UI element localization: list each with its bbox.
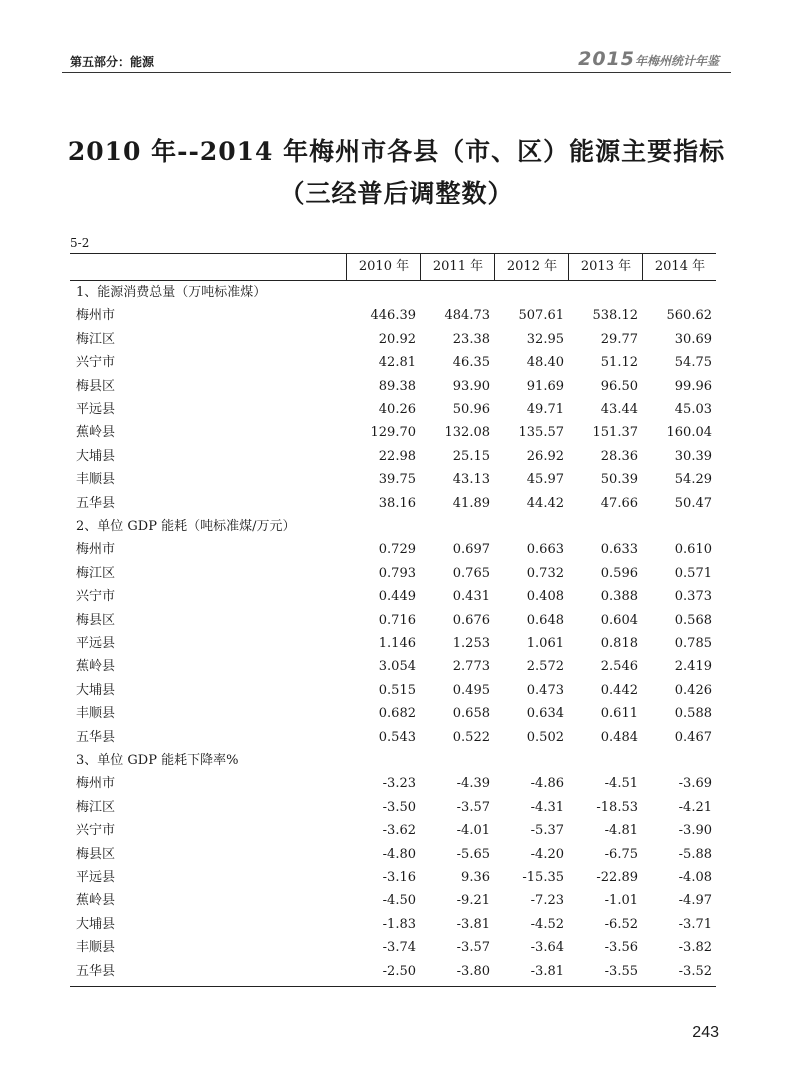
table-cell: 0.495 — [452, 682, 490, 698]
table-cell: 0.388 — [600, 589, 638, 605]
row-label: 平远县 — [76, 870, 116, 885]
table-cell: 26.92 — [526, 448, 564, 464]
table-cell: -4.86 — [530, 776, 564, 792]
table-cell: 0.697 — [452, 542, 490, 558]
table-cell: 0.515 — [378, 682, 416, 698]
table-cell: 484.73 — [444, 308, 490, 324]
row-label: 梅县区 — [76, 612, 116, 628]
table-cell: 1.253 — [452, 636, 490, 651]
column-header-2: 2011 年 — [420, 253, 495, 280]
table-row — [70, 913, 716, 936]
table-cell: 0.663 — [526, 542, 564, 558]
table-cell: 9.36 — [461, 870, 490, 885]
section-title-row — [70, 749, 716, 772]
table-cell: 0.408 — [526, 589, 564, 605]
table-cell: 0.611 — [600, 706, 638, 722]
table-cell: -3.71 — [678, 916, 712, 932]
table-cell: 0.676 — [452, 612, 490, 628]
row-label: 丰顺县 — [76, 940, 116, 956]
table-cell: 91.69 — [526, 378, 564, 394]
table-cell: 0.467 — [674, 729, 712, 745]
table-cell: 50.96 — [452, 402, 490, 417]
table-cell: -3.82 — [678, 940, 712, 956]
table-cell: 0.543 — [378, 729, 416, 745]
table-cell: 538.12 — [592, 308, 638, 324]
table-cell: -4.51 — [604, 776, 638, 792]
table-cell: 160.04 — [666, 425, 712, 441]
table-cell: 0.633 — [600, 542, 638, 558]
table-row — [70, 609, 716, 632]
table-cell: 0.571 — [674, 565, 712, 581]
table-cell: 20.92 — [378, 331, 416, 347]
table-cell: 2.773 — [452, 659, 490, 675]
row-label: 五华县 — [76, 495, 116, 511]
row-label: 梅州市 — [76, 308, 116, 324]
table-cell: 89.38 — [378, 378, 416, 394]
section-title-row — [70, 515, 716, 538]
table-row — [70, 843, 716, 866]
table-cell: -3.57 — [456, 799, 490, 815]
table-number: 5-2 — [70, 236, 90, 250]
table-cell: 507.61 — [518, 308, 564, 324]
row-label: 梅县区 — [76, 846, 116, 862]
table-cell: 47.66 — [600, 495, 638, 511]
row-label: 平远县 — [76, 636, 116, 651]
table-bottom-rule — [70, 986, 716, 987]
table-cell: 0.648 — [526, 612, 564, 628]
table-cell: -4.50 — [382, 893, 416, 909]
table-cell: -4.20 — [530, 846, 564, 862]
row-label: 大埔县 — [76, 916, 116, 932]
table-cell: -5.88 — [678, 846, 712, 862]
table-cell: 132.08 — [444, 425, 490, 441]
table-cell: -3.23 — [382, 776, 416, 792]
table-cell: 0.765 — [452, 565, 490, 581]
table-cell: 0.484 — [600, 729, 638, 745]
table-cell: 28.36 — [600, 448, 638, 464]
table-cell: 0.373 — [674, 589, 712, 605]
table-cell: -3.56 — [604, 940, 638, 956]
table-cell: -4.31 — [530, 799, 564, 815]
table-cell: 41.89 — [452, 495, 490, 511]
section-title-row — [70, 281, 716, 304]
table-cell: -3.55 — [604, 963, 638, 979]
table-cell: -4.08 — [678, 870, 712, 885]
section-title: 3、单位 GDP 能耗下降率% — [76, 753, 239, 768]
row-label: 兴宁市 — [76, 355, 116, 371]
table-cell: 93.90 — [452, 378, 490, 394]
section-header: 第五部分：能源 — [70, 55, 155, 69]
table-cell: 96.50 — [600, 378, 638, 394]
table-cell: 25.15 — [452, 448, 490, 464]
table-cell: -3.62 — [382, 823, 416, 839]
table-cell: 0.716 — [378, 612, 416, 628]
table-cell: 0.431 — [452, 589, 490, 605]
table-cell: 0.449 — [378, 589, 416, 605]
table-cell: -2.50 — [382, 963, 416, 979]
table-cell: 2.419 — [674, 659, 712, 675]
table-cell: -4.97 — [678, 893, 712, 909]
table-cell: 151.37 — [592, 425, 638, 441]
row-label: 梅江区 — [76, 565, 116, 581]
row-label: 五华县 — [76, 729, 116, 745]
table-cell: -3.74 — [382, 940, 416, 956]
table-cell: -22.89 — [596, 870, 638, 885]
table-cell: -3.64 — [530, 940, 564, 956]
table-row — [70, 889, 716, 912]
table-cell: -3.90 — [678, 823, 712, 839]
table-row — [70, 538, 716, 561]
section-title: 2、单位 GDP 能耗（吨标准煤/万元） — [76, 519, 296, 534]
table-row — [70, 655, 716, 678]
table-cell: 0.522 — [452, 729, 490, 745]
column-header-4: 2013 年 — [568, 253, 643, 280]
table-cell: 0.732 — [526, 565, 564, 581]
table-cell: 0.793 — [378, 565, 416, 581]
table-cell: -3.57 — [456, 940, 490, 956]
table-row — [70, 936, 716, 959]
table-cell: -9.21 — [456, 893, 490, 909]
table-cell: 39.75 — [378, 472, 416, 488]
table-cell: 0.588 — [674, 706, 712, 722]
table-cell: -5.37 — [530, 823, 564, 839]
table-row — [70, 772, 716, 795]
table-row — [70, 492, 716, 515]
section-title: 1、能源消费总量（万吨标准煤） — [76, 285, 267, 300]
header-divider — [62, 72, 731, 73]
table-cell: -4.39 — [456, 776, 490, 792]
row-label: 兴宁市 — [76, 823, 116, 839]
table-cell: 30.39 — [674, 448, 712, 464]
table-cell: 0.596 — [600, 565, 638, 581]
row-label: 平远县 — [76, 402, 116, 417]
table-cell: 0.604 — [600, 612, 638, 628]
column-header-row — [0, 253, 793, 280]
column-header-3: 2012 年 — [494, 253, 569, 280]
table-cell: 135.57 — [518, 425, 564, 441]
table-row — [70, 375, 716, 398]
table-cell: 50.47 — [674, 495, 712, 511]
table-row — [70, 468, 716, 491]
table-row — [70, 702, 716, 725]
table-row — [70, 445, 716, 468]
table-cell: 129.70 — [370, 425, 416, 441]
row-label: 五华县 — [76, 963, 116, 979]
table-row — [70, 421, 716, 444]
table-row — [70, 960, 716, 983]
row-label: 梅江区 — [76, 331, 116, 347]
row-label: 大埔县 — [76, 448, 116, 464]
table-cell: 42.81 — [378, 355, 416, 371]
table-cell: 45.97 — [526, 472, 564, 488]
table-cell: -3.16 — [382, 870, 416, 885]
row-label: 蕉岭县 — [76, 425, 116, 441]
table-cell: -1.83 — [382, 916, 416, 932]
table-cell: 40.26 — [378, 402, 416, 417]
page-title: 2010 年--2014 年梅州市各县（市、区）能源主要指标 — [67, 137, 726, 166]
table-cell: 23.38 — [452, 331, 490, 347]
table-cell: 446.39 — [370, 308, 416, 324]
table-row — [70, 679, 716, 702]
column-header-1: 2010 年 — [346, 253, 421, 280]
row-label: 蕉岭县 — [76, 659, 116, 675]
table-cell: -3.50 — [382, 799, 416, 815]
table-cell: 0.442 — [600, 682, 638, 698]
table-row — [70, 398, 716, 421]
table-cell: 0.729 — [378, 542, 416, 558]
table-cell: 0.610 — [674, 542, 712, 558]
table-cell: 0.473 — [526, 682, 564, 698]
row-label: 梅州市 — [76, 542, 116, 558]
table-row — [70, 726, 716, 749]
table-cell: 1.146 — [378, 636, 416, 651]
table-row — [70, 632, 716, 655]
yearbook-name: 年梅州统计年鉴 — [634, 54, 719, 68]
table-cell: -3.81 — [530, 963, 564, 979]
row-label: 丰顺县 — [76, 706, 116, 722]
table-cell: -3.52 — [678, 963, 712, 979]
table-cell: 32.95 — [526, 331, 564, 347]
table-cell: -4.01 — [456, 823, 490, 839]
table-cell: 0.818 — [600, 636, 638, 651]
table-cell: -1.01 — [604, 893, 638, 909]
table-cell: -3.81 — [456, 916, 490, 932]
table-cell: 30.69 — [674, 331, 712, 347]
table-row — [70, 796, 716, 819]
table-cell: 54.75 — [674, 355, 712, 371]
table-cell: 0.785 — [674, 636, 712, 651]
table-cell: 0.682 — [378, 706, 416, 722]
table-cell: 48.40 — [526, 355, 564, 371]
table-cell: -15.35 — [522, 870, 564, 885]
table-cell: 3.054 — [378, 659, 416, 675]
table-cell: -5.65 — [456, 846, 490, 862]
table-cell: 54.29 — [674, 472, 712, 488]
table-cell: 99.96 — [674, 378, 712, 394]
row-label: 大埔县 — [76, 682, 116, 698]
yearbook-header — [578, 48, 719, 70]
table-row — [70, 351, 716, 374]
table-cell: 0.634 — [526, 706, 564, 722]
table-cell: 46.35 — [452, 355, 490, 371]
table-cell: 29.77 — [600, 331, 638, 347]
row-label: 兴宁市 — [76, 589, 116, 605]
table-cell: 1.061 — [526, 636, 564, 651]
table-cell: -3.69 — [678, 776, 712, 792]
table-cell: -3.80 — [456, 963, 490, 979]
table-cell: 2.546 — [600, 659, 638, 675]
row-label: 梅州市 — [76, 776, 116, 792]
row-label: 蕉岭县 — [76, 893, 116, 909]
table-cell: 22.98 — [378, 448, 416, 464]
table-cell: 51.12 — [600, 355, 638, 371]
table-cell: 0.568 — [674, 612, 712, 628]
table-cell: 38.16 — [378, 495, 416, 511]
row-label: 丰顺县 — [76, 472, 116, 488]
table-cell: 45.03 — [674, 402, 712, 417]
table-cell: 0.502 — [526, 729, 564, 745]
table-cell: 43.44 — [600, 402, 638, 417]
table-cell: 50.39 — [600, 472, 638, 488]
table-row — [70, 819, 716, 842]
page-number: 243 — [692, 1024, 719, 1041]
table-cell: -6.75 — [604, 846, 638, 862]
table-cell: -7.23 — [530, 893, 564, 909]
row-label: 梅县区 — [76, 378, 116, 394]
row-label: 梅江区 — [76, 799, 116, 815]
page-subtitle: （三经普后调整数） — [279, 179, 514, 208]
table-cell: -4.52 — [530, 916, 564, 932]
table-cell: -6.52 — [604, 916, 638, 932]
table-row — [70, 585, 716, 608]
table-cell: 0.426 — [674, 682, 712, 698]
table-cell: -4.81 — [604, 823, 638, 839]
table-row — [70, 304, 716, 327]
table-row — [70, 866, 716, 889]
table-cell: 43.13 — [452, 472, 490, 488]
table-cell: -18.53 — [596, 799, 638, 815]
table-cell: 44.42 — [526, 495, 564, 511]
table-row — [70, 562, 716, 585]
table-cell: 2.572 — [526, 659, 564, 675]
yearbook-year: 2015 — [578, 48, 635, 70]
table-cell: 0.658 — [452, 706, 490, 722]
column-header-5: 2014 年 — [642, 253, 717, 280]
table-cell: -4.21 — [678, 799, 712, 815]
table-cell: 49.71 — [526, 402, 564, 417]
table-row — [70, 328, 716, 351]
table-cell: 560.62 — [666, 308, 712, 324]
table-cell: -4.80 — [382, 846, 416, 862]
